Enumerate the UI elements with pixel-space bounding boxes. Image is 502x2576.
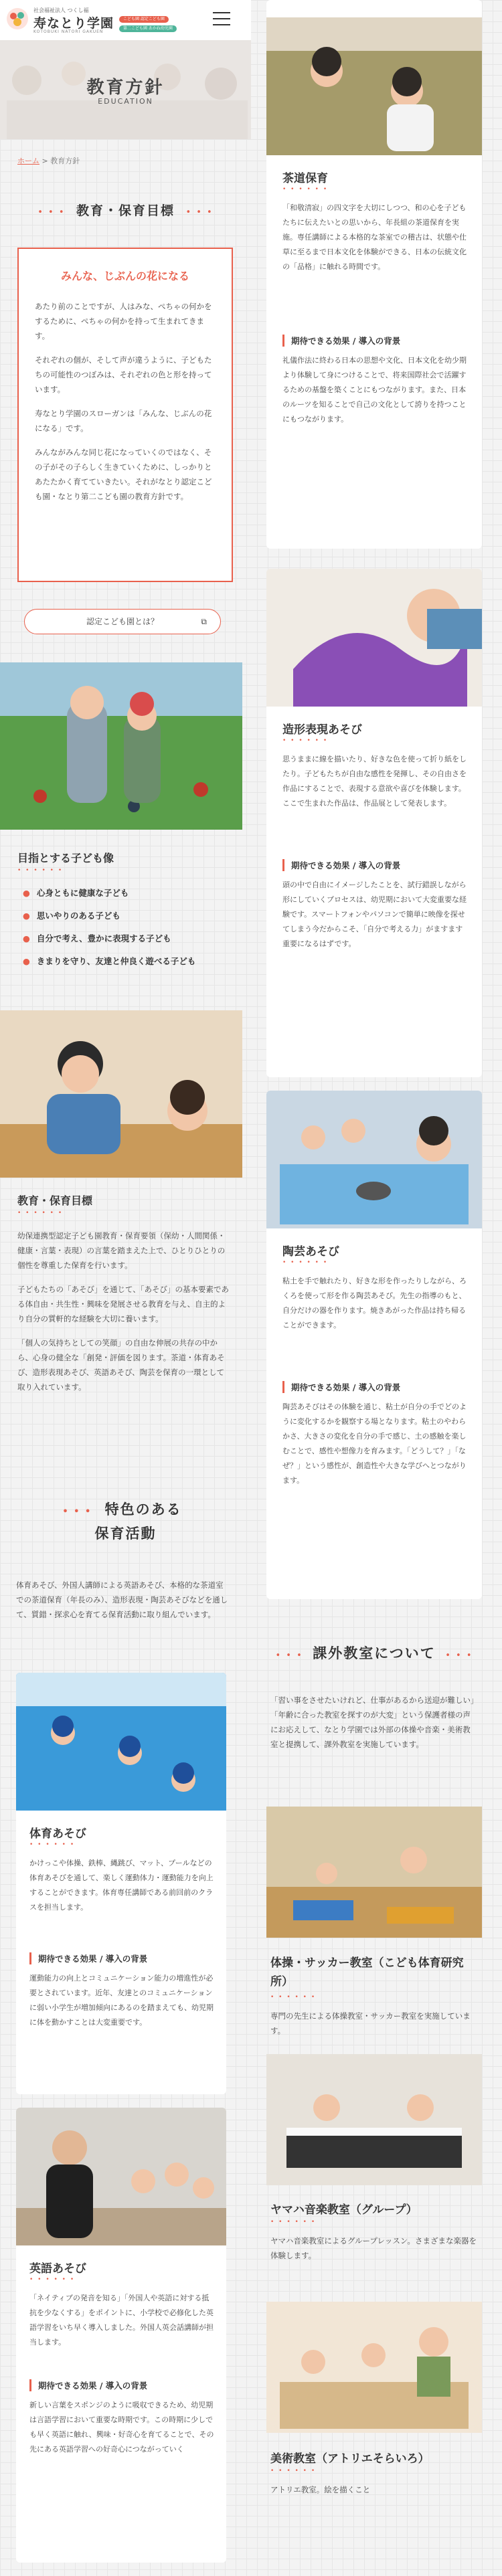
dots-decoration-icon: • • • • • • xyxy=(29,2276,76,2283)
card-text: かけっこや体操、鉄棒、縄跳び、マット、プールなどの体育あそびを通して、楽しく運動体力・運動能力を向上することができます。体育専任講師である前回前のクラスを担当します。 xyxy=(29,1859,214,1912)
logo-icon[interactable] xyxy=(5,7,29,31)
logo-english: KOTOBUKI NATORI GAKUEN xyxy=(33,29,104,34)
card-text: 粘土を手で触れたり、好きな形を作ったりしながら、ろくろを使って形を作る陶芸あそび。先生の指導のもと、自分だけの器を作ります。焼きあがった作品は持ち帰ることができます。 xyxy=(282,1277,467,1329)
bullet-icon: ● xyxy=(23,911,30,921)
about-kodomoen-label: 認定こども園とは？ xyxy=(86,617,159,626)
card-text: 「和敬清寂」の四文字を大切にしつつ、和の心を子どもたちに伝えたいとの思いから、年長組の茶道保育を実施。専任講師による本格的な茶室での稽古は、状態や仕草に至るまで日本文化を体験ができる、日本の伝統文化の「品格」に触れる時間です。 xyxy=(282,203,467,271)
ideal-child-list xyxy=(23,882,237,973)
card-title: 陶芸あそび xyxy=(282,1245,339,1259)
card-title: 茶道保育 xyxy=(282,172,328,185)
extra-heading-row xyxy=(266,1643,482,1663)
card-title: 造形表現あそび xyxy=(282,723,362,737)
featured-heading xyxy=(0,1499,251,1544)
list-item: ● きまりを守り、友達と仲良く遊べる子ども xyxy=(23,956,196,966)
goals-box xyxy=(17,248,233,582)
goals-paragraph: みんながみんな同じ花になっていくのではなく、その子がその子らしく生きていくために、しっかりとあたたかく育てていきたい。それがなとり認定こども園・なとり第二こども園の教育方針です。 xyxy=(35,448,212,501)
english-class-photo xyxy=(16,2108,226,2245)
card-expect-label: 期待できる効果 / 導入の背景 xyxy=(282,1381,400,1393)
logo-subtitle: 社会福祉法人 つくし福 xyxy=(33,7,89,13)
list-item: ● 思いやりのある子ども xyxy=(23,911,120,921)
pottery-photo xyxy=(266,1091,482,1228)
badge-daini: 第二こども園 あかね幼児園 xyxy=(119,25,177,32)
extra-item-title: 美術教室（アトリエそらいろ） xyxy=(270,2452,430,2466)
breadcrumb-current: 教育方針 xyxy=(50,157,80,165)
dots-decoration-icon: • • • • • • xyxy=(270,2219,317,2225)
activity-card-art xyxy=(266,569,482,1077)
edu-goal-paragraph: 子どもたちの「あそび」を通じて、「あそび」の基本要素である体自由・共生性・興味を発展させる教育を与え、自主的より自分の質軒的な経験を大切に養います。 xyxy=(17,1285,230,1323)
breadcrumb xyxy=(17,155,80,166)
hamburger-menu-button[interactable] xyxy=(213,12,230,27)
dots-decoration-icon: • • • • • • xyxy=(17,1210,64,1216)
list-item: ● 自分で考え、豊かに表現する子ども xyxy=(23,933,171,943)
dots-decoration-icon: • • • • • • xyxy=(282,1259,329,1266)
activity-card-pottery xyxy=(266,1091,482,1599)
dots-decoration-icon: • • • • • • xyxy=(29,1841,76,1848)
dots-decoration-icon: • • • • • • xyxy=(282,186,329,193)
badge-kodomoen: こども園 認定こども園 xyxy=(119,16,169,23)
activity-card-pe xyxy=(16,1673,226,2094)
dots-decoration-icon: • • • • • • xyxy=(17,867,64,874)
list-item: ● 心身ともに健康な子ども xyxy=(23,888,129,898)
page-title: 教育方針 xyxy=(86,78,165,98)
card-expect-label: 期待できる効果 / 導入の背景 xyxy=(282,859,400,871)
extra-item-title: ヤマハ音楽教室（グループ） xyxy=(270,2203,418,2217)
dots-decoration-icon: • • • xyxy=(185,207,214,217)
dots-decoration-icon: • • • xyxy=(445,1651,473,1661)
children-playing-photo xyxy=(0,662,242,830)
bullet-icon: ● xyxy=(23,956,30,966)
art-class-photo xyxy=(266,2302,482,2433)
art-activity-photo xyxy=(266,569,482,707)
extra-item-text: アトリエ教室。絵を描くこと xyxy=(270,2485,371,2494)
swimming-photo xyxy=(16,1673,226,1811)
featured-intro: 体育あそび、外国人講師による英語あそび、本格的な茶道室での茶道保育（年長のみ）、造形表現・陶芸あそびなどを通して、質錯・探求心を育てる保育活動に取り組んでいます。 xyxy=(16,1580,228,1619)
gym-class-photo xyxy=(266,1807,482,1938)
card-expect-label: 期待できる効果 / 導入の背景 xyxy=(29,1952,147,1964)
edu-goal-body xyxy=(17,1228,230,1394)
extra-item-title: 体操・サッカー教室（こども体育研究所） xyxy=(270,1956,464,1989)
dots-decoration-icon: • • • • • • xyxy=(282,737,329,744)
card-expect-text: 運動能力の向上とコミュニケーション能力の増進性が必要とされています。近年、友達とのコミュニケーションに弱い小学生が増加傾向にあるのを踏まえても、幼児期に体を動かすことは大変重要です。 xyxy=(29,1974,214,2027)
ideal-child-title: 目指とする子ども像 xyxy=(17,852,114,864)
goals-paragraph: 寿なとり学園のスローガンは「みんな、じぶんの花になる」です。 xyxy=(35,409,212,433)
edu-goal-paragraph: 「個人の気持ちとしての笑顔」の自由な伸展の共存の中から、心身の健全な「創発・評価を図ります。茶道・体育あそび、造形表現あそび、英語あそび、陶芸を保育の一環として取り入れています。 xyxy=(17,1338,225,1392)
card-title: 英語あそび xyxy=(29,2262,86,2276)
extra-intro: 「習い事をさせたいけれど、仕事があるから送迎が難しい」「年齢に合った教室を探すのが大変」という保護者様の声にお応えして、なとり学園では外部の体操や音楽・美術教室と提携して、課外教室を実施しています。 xyxy=(270,1695,475,1749)
goals-paragraph: あたり前のことですが、人はみな、ぺちゃの何かをするために、ぺちゃの何かを持って生まれてきます。 xyxy=(35,302,212,341)
dots-decoration-icon: • • • xyxy=(275,1651,303,1661)
music-class-photo xyxy=(266,2054,482,2185)
card-expect-label: 期待できる効果 / 導入の背景 xyxy=(29,2379,147,2391)
card-expect-text: 新しい言葉をスポンジのように吸収できるため、幼児期は言語学習において重要な時期です。この時期に少しでも早く英語に触れ、興味・好奇心を育てることで、その先にある英語学習への好奇心につながっていく xyxy=(29,2401,214,2454)
bullet-icon: ● xyxy=(23,933,30,943)
goals-title: 教育・保育目標 xyxy=(76,203,175,218)
dots-decoration-icon: • • • • • • xyxy=(270,2468,317,2474)
extra-item-text: 専門の先生による体操教室・サッカー教室を実施しています。 xyxy=(270,2011,471,2035)
card-expect-text: 陶芸あそびはその体験を通じ、粘土が自分の手でどのように変化するかを観察する場となります。粘土のやわらかさ、大きさの変化を自分の手で感じ、土の感触を楽しむことで、感性や想像力を育みます。「どうして？」「なぜ？」という感性が、創造性や大きな学びへとつながります。 xyxy=(282,1402,467,1485)
card-expect-label: 期待できる効果 / 導入の背景 xyxy=(282,335,400,347)
featured-title: • • • 特色のある 保育活動 xyxy=(62,1501,182,1542)
card-expect-text: 礼儀作法に終わる日本の思想や文化、日本文化を幼少期より体験して身につけることで、将来国際社会で活躍するための基盤を築くことにもつながります。また、日本のルーツを知ることで自己の文化として誇りを持つことにもつながります。 xyxy=(282,356,467,424)
about-kodomoen-button[interactable] xyxy=(24,609,221,634)
menu-bar-icon xyxy=(213,12,230,13)
teacher-children-photo xyxy=(0,1010,242,1178)
page-title-english: EDUCATION xyxy=(98,97,153,106)
activity-card-tea xyxy=(266,0,482,549)
dots-decoration-icon: • • • xyxy=(37,207,66,217)
extra-title: 課外教室について xyxy=(313,1645,436,1661)
card-expect-text: 頭の中で自由にイメージしたことを、試行錯誤しながら形にしていくプロセスは、幼児期において大変重要な経験です。スマートフォンやパソコンで簡単に映像を探せてしまう今だからこそ、「自分で考える力」がますます重要になるはずです。 xyxy=(282,881,467,948)
tea-ceremony-photo xyxy=(266,17,482,155)
card-title: 体育あそび xyxy=(29,1827,86,1841)
breadcrumb-home-link[interactable]: ホーム xyxy=(17,157,39,165)
edu-goal-paragraph: 幼保連携型認定子ども園教育・保育要領（保幼・人間関係・健康・言葉・表現）の言葉を踏まえた上で、ひとりひとりの個性を尊重した保育を行います。 xyxy=(17,1231,226,1270)
logo-title[interactable]: 寿なとり学園 xyxy=(33,16,114,31)
goals-paragraph: それぞれの個が、そして声が違うように、子どもたちの可能性のつぼみは、それぞれの色と形を持っています。 xyxy=(35,355,212,394)
breadcrumb-separator: > xyxy=(41,157,48,165)
bullet-icon: ● xyxy=(23,888,30,898)
activity-card-english xyxy=(16,2108,226,2563)
card-text: 「ネイティブの発音を知る」「外国人や英語に対する抵抗を少なくする」をポイントに、小学校で必修化した英語学習をいち早く導入しました。外国人英会話講師が担当します。 xyxy=(29,2294,214,2347)
goals-heading-row xyxy=(0,201,251,219)
external-link-icon: ⧉ xyxy=(201,617,207,626)
dots-decoration-icon: • • • xyxy=(62,1507,92,1517)
card-text: 思うままに線を描いたり、好きな色を使って折り紙をしたり。子どもたちが自由な感性を発揮し、その自由さを作品にすることで、表現する意欲や喜びを体験します。ここで生まれた作品は、作品展として発表します。 xyxy=(282,755,467,808)
edu-goal-title: 教育・保育目標 xyxy=(17,1194,93,1207)
goals-box-heading: みんな、じぶんの花になる xyxy=(60,270,189,282)
extra-item-text: ヤマハ音楽教室によるグループレッスン。さまざまな楽器を体験します。 xyxy=(270,2236,477,2260)
dots-decoration-icon: • • • • • • xyxy=(270,1994,317,2001)
menu-bar-icon xyxy=(213,18,230,19)
menu-bar-icon xyxy=(213,24,230,25)
